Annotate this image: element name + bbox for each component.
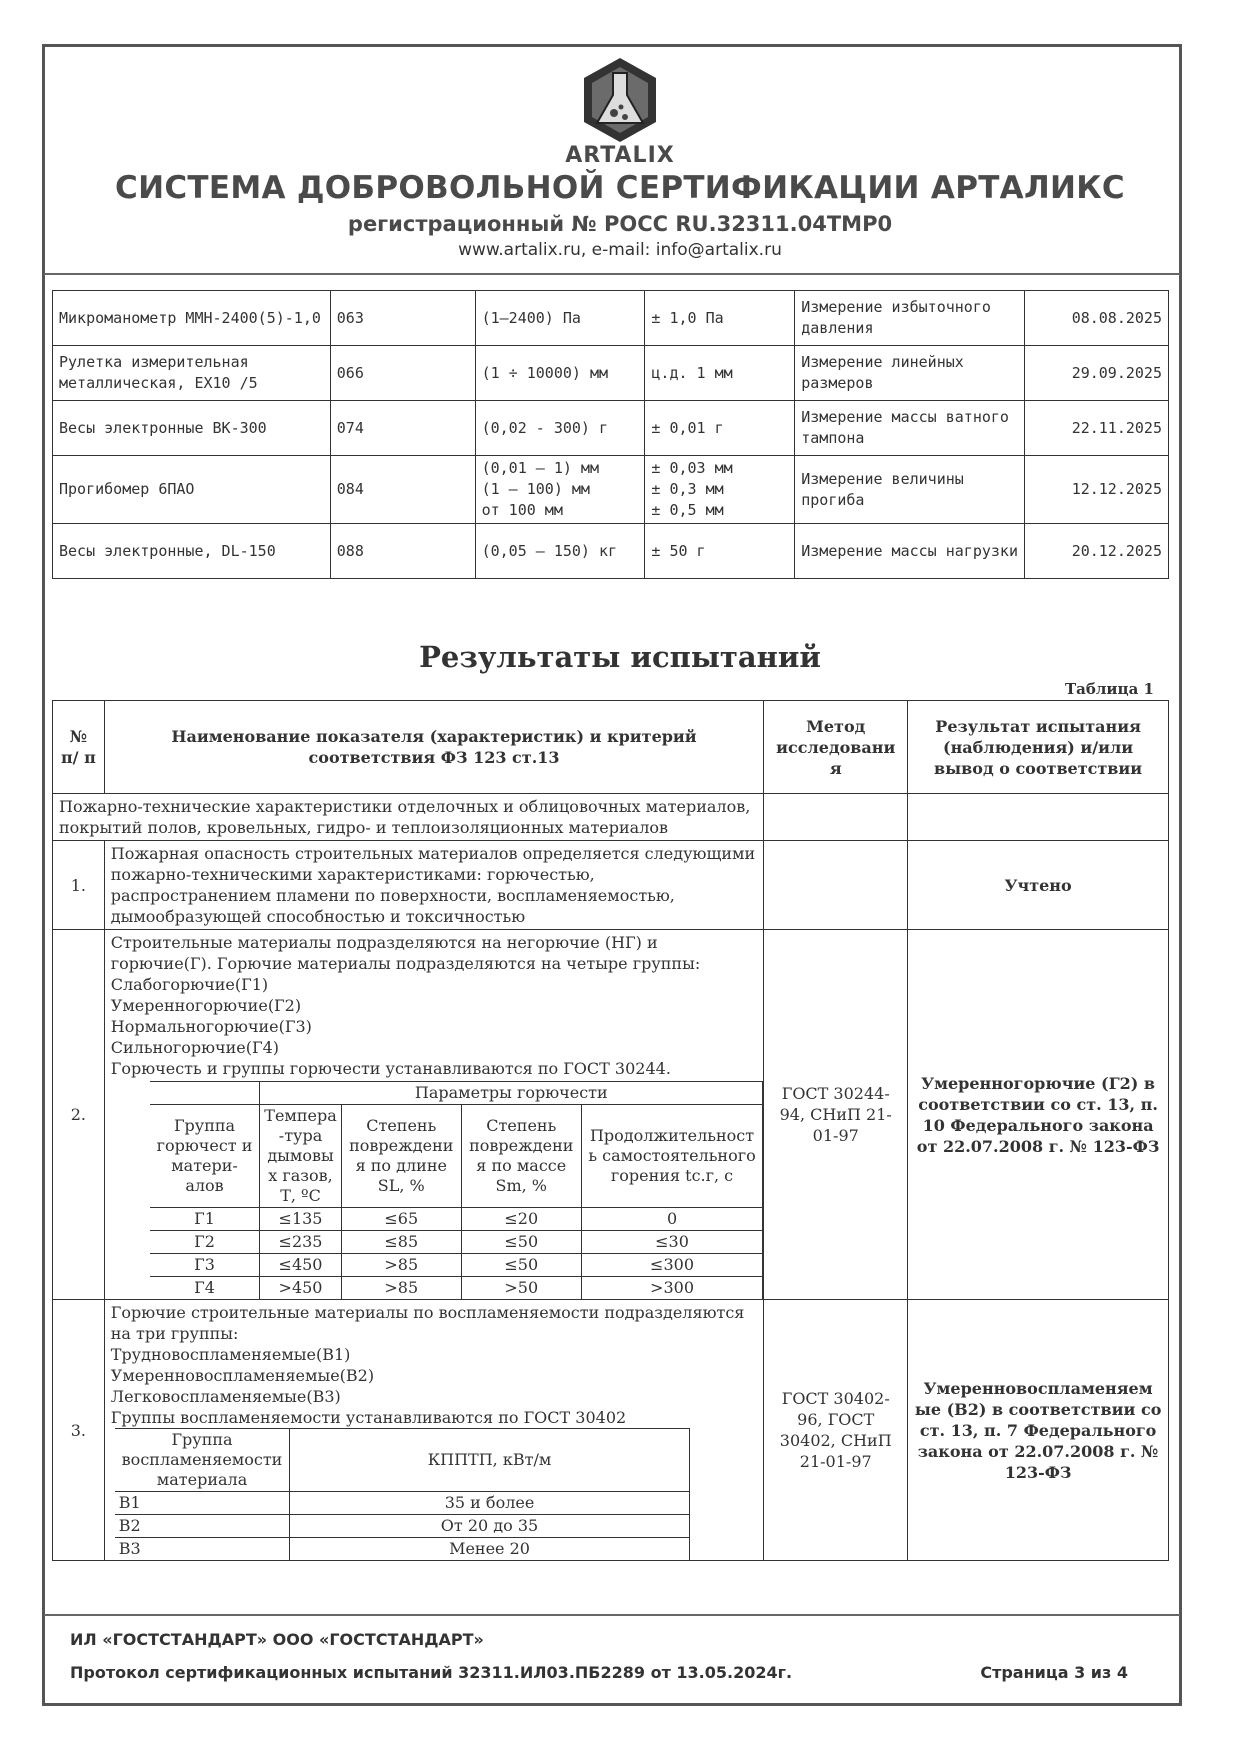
section-title: Пожарно-технические характеристики отделочных и облицовочных материалов, покрытий полов, кровельных, гидро- и теплоизоляционных материалов [53, 794, 764, 841]
row1-method [764, 841, 908, 930]
equipment-range: (1–2400) Па [475, 291, 645, 346]
group-cell: ≤450 [260, 1254, 342, 1277]
equipment-accuracy: ± 0,01 г [645, 401, 795, 456]
equipment-range: (0,01 – 1) мм (1 – 100) мм от 100 мм [475, 456, 645, 524]
equipment-date: 20.12.2025 [1025, 524, 1169, 579]
equipment-num: 063 [330, 291, 475, 346]
group-cell: В2 [115, 1515, 290, 1538]
group-cell: >85 [341, 1277, 461, 1300]
registration-number: регистрационный № РОСС RU.32311.04ТМР0 [347, 212, 893, 236]
equipment-name: Прогибомер 6ПАО [53, 456, 331, 524]
equipment-row [53, 524, 1169, 579]
group-cell: ≤300 [581, 1254, 763, 1277]
column-header: Степень повреждени я по массе Sm, % [461, 1105, 581, 1208]
group-cell: ≤50 [461, 1231, 581, 1254]
group-row [150, 1231, 763, 1254]
group-cell: Г2 [150, 1231, 260, 1254]
text-line: Трудновоспламеняемые(В1) [110, 1345, 351, 1364]
result-row-2 [53, 930, 1169, 1300]
result-row-1 [53, 841, 1169, 930]
group-cell: От 20 до 35 [290, 1515, 690, 1538]
results-title: Результаты испытаний [419, 640, 821, 674]
header-method: Метод исследовани я [764, 701, 908, 794]
equipment-range: (0,02 - 300) г [475, 401, 645, 456]
equipment-row [53, 291, 1169, 346]
row2-text [105, 932, 764, 1081]
group-cell: >450 [260, 1277, 342, 1300]
system-title: СИСТЕМА ДОБРОВОЛЬНОЙ СЕРТИФИКАЦИИ АРТАЛИКС [115, 170, 1125, 206]
row1-result: Учтено [908, 841, 1169, 930]
group-cell: ≤50 [461, 1254, 581, 1277]
equipment-num: 066 [330, 346, 475, 401]
combustibility-subheaders [150, 1105, 763, 1208]
group-row [150, 1208, 763, 1231]
text-line: Горючие строительные материалы по воспламеняемости подразделяются [110, 1303, 745, 1322]
group-cell: Г3 [150, 1254, 260, 1277]
footer-protocol: Протокол сертификационных испытаний 32311.ИЛ03.ПБ2289 от 13.05.2024г. [70, 1663, 793, 1682]
text-line: Строительные материалы подразделяются на негорючие (НГ) и [110, 933, 658, 952]
row3-num: 3. [53, 1300, 105, 1561]
group-cell: >50 [461, 1277, 581, 1300]
column-header: Продолжительност ь самостоятельного горения tс.г, с [581, 1105, 763, 1208]
row3-content [104, 1300, 764, 1561]
equipment-date: 08.08.2025 [1025, 291, 1169, 346]
equipment-name: Весы электронные ВК-300 [53, 401, 331, 456]
row3-text [105, 1302, 764, 1428]
equipment-accuracy: ± 1,0 Па [645, 291, 795, 346]
equipment-date: 29.09.2025 [1025, 346, 1169, 401]
header-name: Наименование показателя (характеристик) и критерий соответствия ФЗ 123 ст.13 [104, 701, 764, 794]
equipment-row [53, 456, 1169, 524]
text-line: Легковоспламеняемые(В3) [110, 1387, 341, 1406]
table-label: Таблица 1 [1064, 680, 1154, 698]
text-line: Сильногорючие(Г4) [110, 1038, 279, 1057]
group-cell: >85 [341, 1254, 461, 1277]
equipment-purpose: Измерение массы нагрузки [795, 524, 1025, 579]
group-cell: ≤65 [341, 1208, 461, 1231]
text-line: Умеренновоспламеняемые(В2) [110, 1366, 375, 1385]
section-row [53, 794, 1169, 841]
group-row [115, 1538, 690, 1561]
group-cell: В3 [115, 1538, 290, 1561]
group-cell: 35 и более [290, 1492, 690, 1515]
column-header: Группа воспламеняемости материала [115, 1429, 290, 1492]
group-cell: ≤235 [260, 1231, 342, 1254]
equipment-accuracy: ± 0,03 мм ± 0,3 мм ± 0,5 мм [645, 456, 795, 524]
group-cell: В1 [115, 1492, 290, 1515]
footer-org: ИЛ «ГОСТСТАНДАРТ» ООО «ГОСТСТАНДАРТ» [70, 1630, 484, 1649]
ignitability-table [115, 1428, 690, 1560]
text-line: Группы воспламеняемости устанавливаются по ГОСТ 30402 [110, 1408, 627, 1427]
equipment-name: Весы электронные, DL-150 [53, 524, 331, 579]
text-line: Горючесть и группы горючести устанавливаются по ГОСТ 30244. [110, 1059, 671, 1078]
footer-divider [44, 1614, 1180, 1616]
text-line: горючие(Г). Горючие материалы подразделяются на четыре группы: [110, 954, 701, 973]
combustibility-table [150, 1081, 764, 1299]
group-cell: Г4 [150, 1277, 260, 1300]
equipment-range: (0,05 – 150) кг [475, 524, 645, 579]
group-cell: ≤20 [461, 1208, 581, 1231]
column-header: Степень повреждени я по длине SL, % [341, 1105, 461, 1208]
text-line: Слабогорючие(Г1) [110, 975, 269, 994]
equipment-name: Микроманометр ММН-2400(5)-1,0 [53, 291, 331, 346]
group-row [115, 1492, 690, 1515]
row3-result: Умеренновоспламеняем ые (В2) в соответствии со ст. 13, п. 7 Федерального закона от 22.07.2008 г. № 123-ФЗ [908, 1300, 1169, 1561]
text-line: на три группы: [110, 1324, 239, 1343]
group-row [115, 1515, 690, 1538]
equipment-date: 22.11.2025 [1025, 401, 1169, 456]
equipment-accuracy: ц.д. 1 мм [645, 346, 795, 401]
row2-result: Умеренногорючие (Г2) в соответствии со ст. 13, п. 10 Федерального закона от 22.07.2008 г. № 123-ФЗ [908, 930, 1169, 1300]
contacts: www.artalix.ru, e-mail: info@artalix.ru [458, 240, 782, 260]
text-line: Нормальногорючие(Г3) [110, 1017, 312, 1036]
column-header: Группа горючест и матери-алов [150, 1105, 260, 1208]
header-num: № п/ п [53, 701, 105, 794]
section-method-empty [764, 794, 908, 841]
ignitability-subheaders [115, 1429, 690, 1492]
column-header: КППТП, кВт/м [290, 1429, 690, 1492]
row2-method: ГОСТ 30244-94, СНиП 21-01-97 [764, 930, 908, 1300]
group-cell: ≤30 [581, 1231, 763, 1254]
results-table [52, 700, 1169, 1561]
row1-text: Пожарная опасность строительных материалов определяется следующими пожарно-техническими характеристиками: горючестью, распространением пламени по поверхности, воспламеняемостью, дымообразующей способностью и токсичностью [104, 841, 764, 930]
group-cell: Менее 20 [290, 1538, 690, 1561]
results-header-row [53, 701, 1169, 794]
params-empty [150, 1082, 260, 1105]
group-cell: ≤135 [260, 1208, 342, 1231]
equipment-purpose: Измерение величины прогиба [795, 456, 1025, 524]
row2-content [104, 930, 764, 1300]
equipment-purpose: Измерение массы ватного тампона [795, 401, 1025, 456]
equipment-accuracy: ± 50 г [645, 524, 795, 579]
equipment-date: 12.12.2025 [1025, 456, 1169, 524]
header-result: Результат испытания (наблюдения) и/или вывод о соответствии [908, 701, 1169, 794]
group-cell: 0 [581, 1208, 763, 1231]
text-line: Умеренногорючие(Г2) [110, 996, 302, 1015]
brand-name: ARTALIX [565, 143, 675, 168]
result-row-3 [53, 1300, 1169, 1561]
footer-page-number: Страница 3 из 4 [980, 1663, 1128, 1682]
equipment-num: 088 [330, 524, 475, 579]
header-divider [44, 273, 1180, 275]
equipment-name: Рулетка измерительная металлическая, ЕХ10 /5 [53, 346, 331, 401]
section-result-empty [908, 794, 1169, 841]
group-cell: Г1 [150, 1208, 260, 1231]
equipment-range: (1 ÷ 10000) мм [475, 346, 645, 401]
group-cell: ≤85 [341, 1231, 461, 1254]
equipment-table [52, 290, 1169, 579]
equipment-row [53, 346, 1169, 401]
group-cell: >300 [581, 1277, 763, 1300]
params-header: Параметры горючести [260, 1082, 763, 1105]
equipment-row [53, 401, 1169, 456]
column-header: Темпера -тура дымовы х газов, Т, ºС [260, 1105, 342, 1208]
group-row [150, 1277, 763, 1300]
group-row [150, 1254, 763, 1277]
equipment-num: 074 [330, 401, 475, 456]
equipment-purpose: Измерение линейных размеров [795, 346, 1025, 401]
artalix-logo [580, 55, 660, 145]
equipment-num: 084 [330, 456, 475, 524]
equipment-purpose: Измерение избыточного давления [795, 291, 1025, 346]
document-header [0, 55, 1240, 261]
row2-num: 2. [53, 930, 105, 1300]
row3-method: ГОСТ 30402-96, ГОСТ 30402, СНиП 21-01-97 [764, 1300, 908, 1561]
row1-num: 1. [53, 841, 105, 930]
